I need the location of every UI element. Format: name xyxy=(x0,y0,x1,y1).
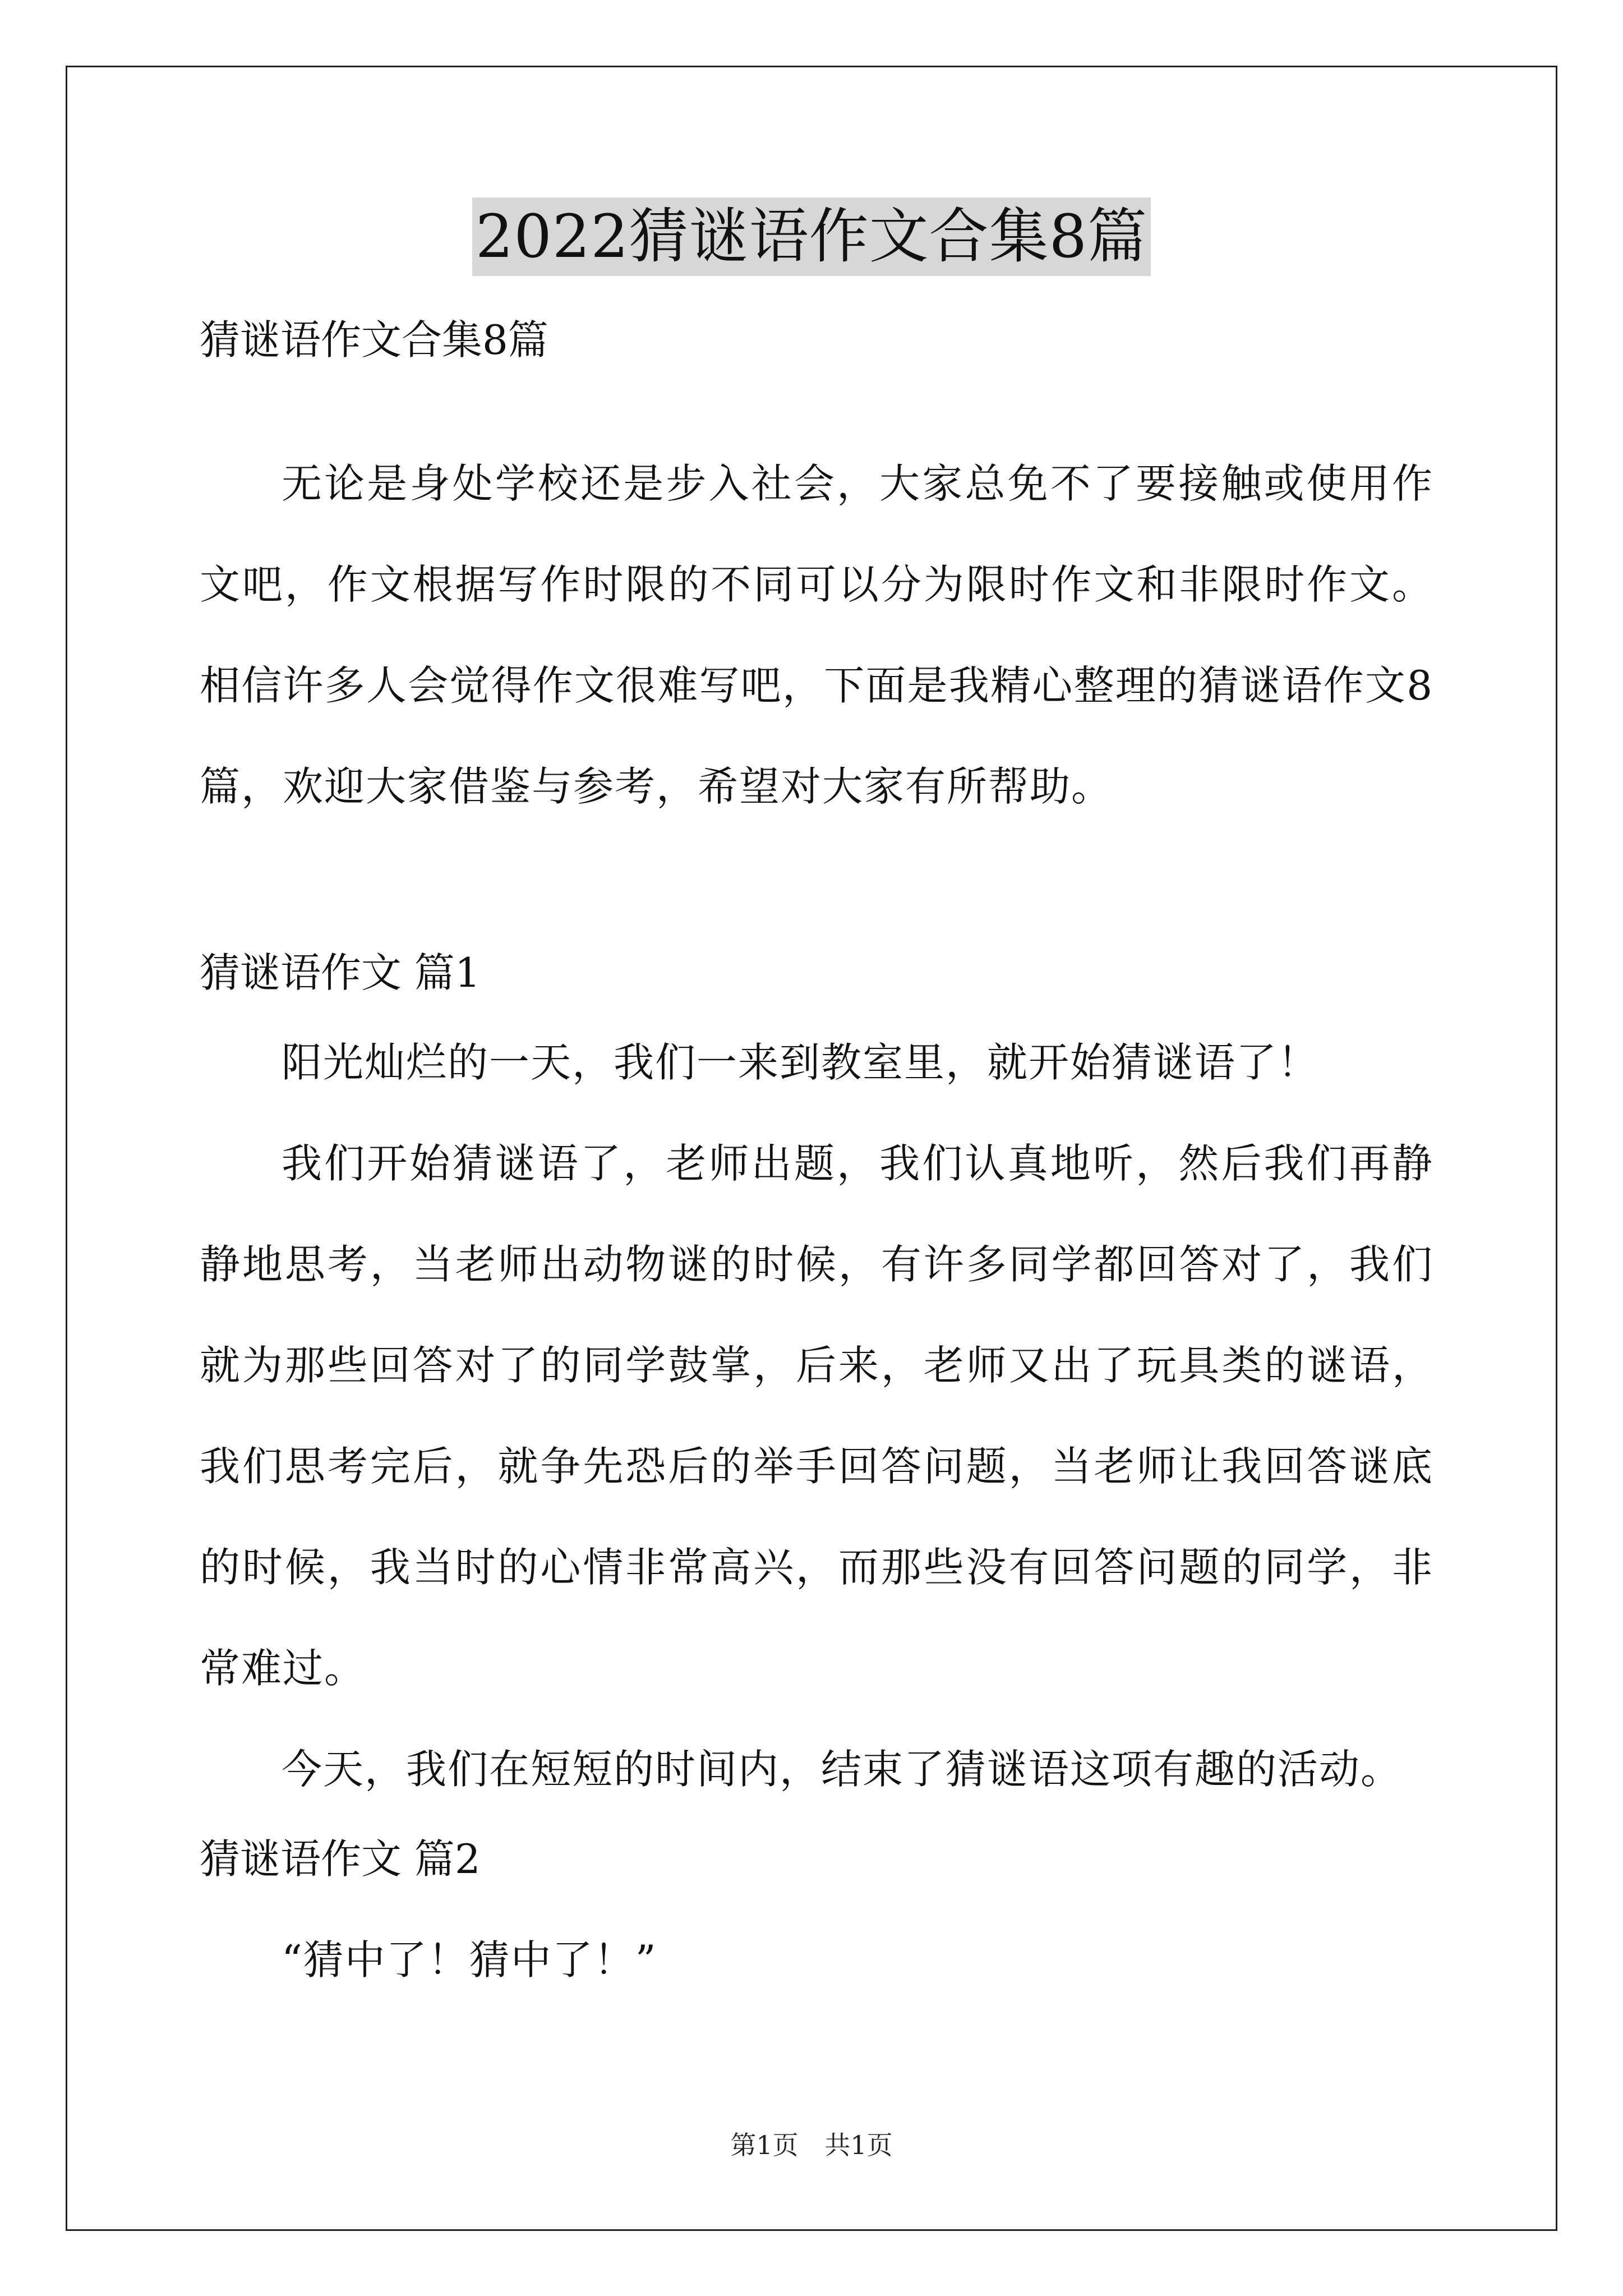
title-area xyxy=(0,197,1623,276)
page-footer xyxy=(0,2128,1623,2162)
page-total: 共1页 xyxy=(824,2130,893,2160)
section-1-paragraph-3: 今天，我们在短短的时间内，结束了猜谜语这项有趣的活动。 xyxy=(282,1746,1403,1793)
document-body xyxy=(200,314,1433,2010)
document-title: 2022猜谜语作文合集8篇 xyxy=(472,197,1151,276)
spacer xyxy=(200,837,1433,933)
document-subtitle: 猜谜语作文合集8篇 xyxy=(200,316,548,364)
section-heading-2: 猜谜语作文 篇2 xyxy=(200,1835,481,1883)
section-1-paragraph-1: 阳光灿烂的一天，我们一来到教室里，就开始猜谜语了！ xyxy=(282,1039,1320,1086)
page-number: 第1页 xyxy=(730,2130,799,2160)
section-heading-1: 猜谜语作文 篇1 xyxy=(200,949,481,996)
section-2-paragraph-1: “猜中了！猜中了！” xyxy=(282,1936,657,1984)
intro-paragraph: 无论是身处学校还是步入社会，大家总免不了要接触或使用作文吧，作文根据写作时限的不同可以分为限时作文和非限时作文。相信许多人会觉得作文很难写吧，下面是我精心整理的猜谜语作文8篇，欢迎大家借鉴与参考，希望对大家有所帮助。 xyxy=(200,460,1433,810)
section-1-paragraph-2: 我们开始猜谜语了，老师出题，我们认真地听，然后我们再静静地思考，当老师出动物谜的时候，有许多同学都回答对了，我们就为那些回答对了的同学鼓掌，后来，老师又出了玩具类的谜语，我们思考完后，就争先恐后的举手回答问题，当老师让我回答谜底的时候，我当时的心情非常高兴，而那些没有回答问题的同学，非常难过。 xyxy=(200,1140,1433,1692)
spacer xyxy=(200,1898,1433,1910)
